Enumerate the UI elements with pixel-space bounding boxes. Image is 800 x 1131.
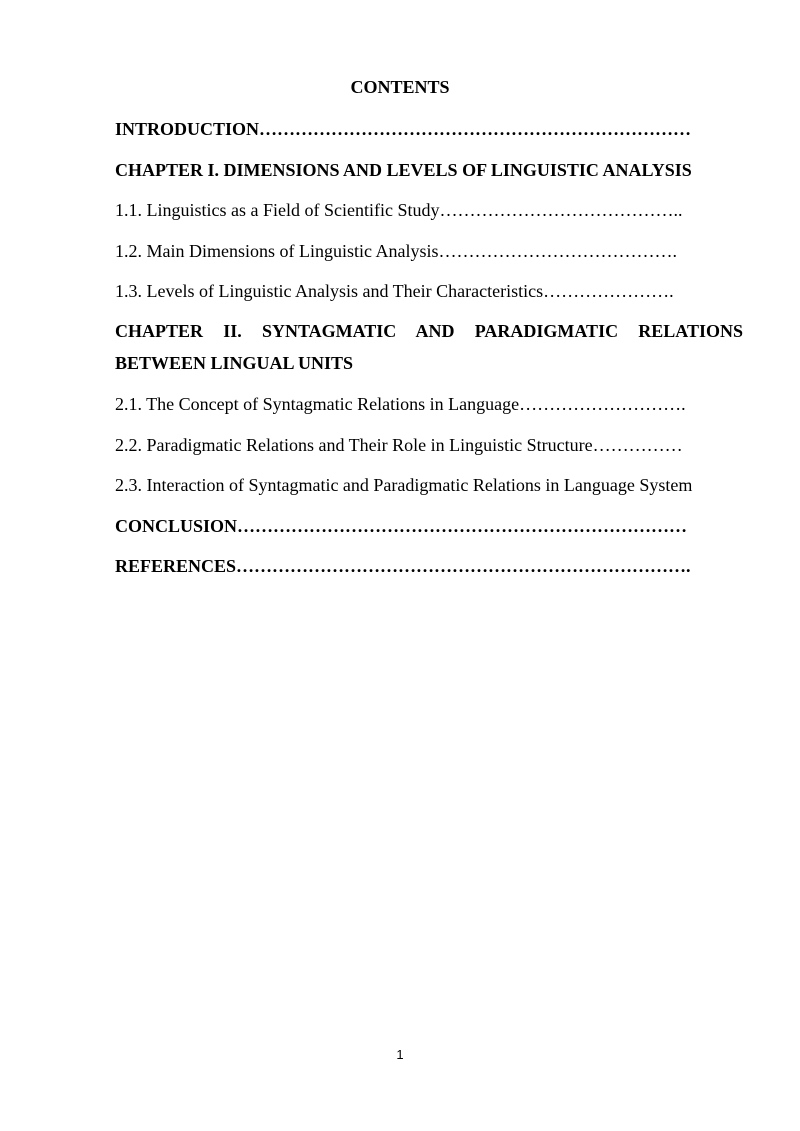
toc-entry-1-2: 1.2. Main Dimensions of Linguistic Analysis…………………………………. — [115, 241, 677, 261]
toc-entry-chapter-2: CHAPTER II. SYNTAGMATIC AND PARADIGMATIC RELATIONS BETWEEN LINGUAL UNITS — [115, 321, 743, 373]
toc-entry-1-1: 1.1. Linguistics as a Field of Scientific Study………………………………….. — [115, 200, 683, 220]
toc-entry-1-3: 1.3. Levels of Linguistic Analysis and Their Characteristics…………………. — [115, 281, 674, 301]
toc-entry-references: REFERENCES…………………………………………………………………. — [115, 556, 691, 576]
page-number: 1 — [396, 1047, 404, 1062]
contents-heading: CONTENTS — [350, 77, 450, 97]
toc-entry-2-3: 2.3. Interaction of Syntagmatic and Paradigmatic Relations in Language System — [115, 475, 693, 495]
toc-entry-introduction: INTRODUCTION……………………………………………………………… — [115, 119, 692, 139]
toc-entry-2-1: 2.1. The Concept of Syntagmatic Relations in Language………………………. — [115, 394, 686, 414]
toc-entry-2-2: 2.2. Paradigmatic Relations and Their Role in Linguistic Structure…………… — [115, 435, 683, 455]
toc-entry-conclusion: CONCLUSION………………………………………………………………… — [115, 516, 688, 536]
toc-entry-chapter-1: CHAPTER I. DIMENSIONS AND LEVELS OF LINGUISTIC ANALYSIS — [115, 160, 692, 180]
